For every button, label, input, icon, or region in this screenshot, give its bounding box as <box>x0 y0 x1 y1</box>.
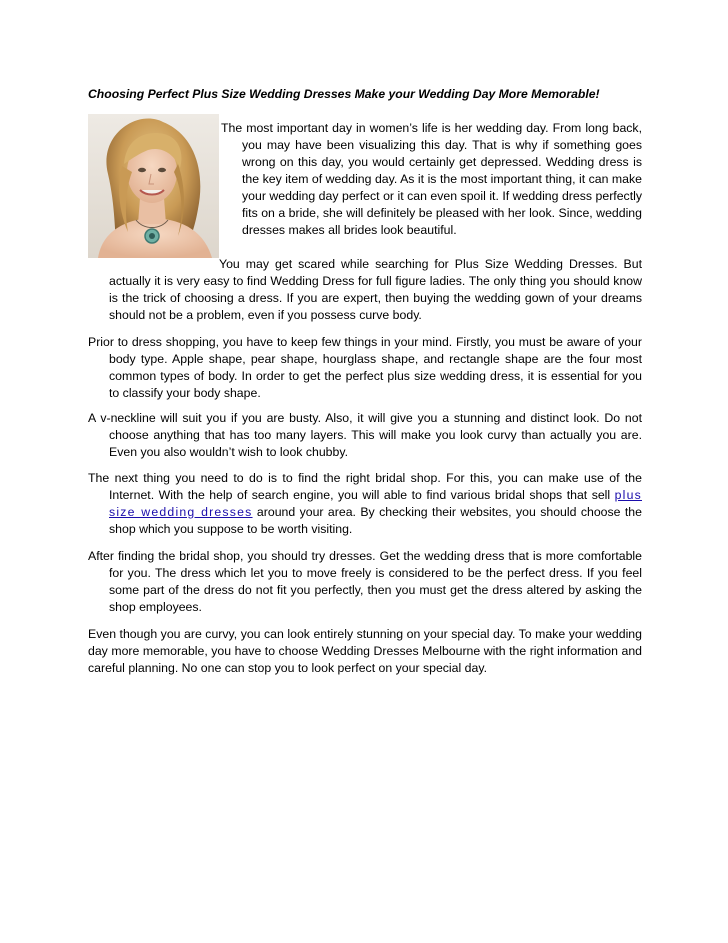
paragraph-intro: The most important day in women’s life is her wedding day. From long back, you may have been visualizing this day. That is why if something goes wrong on this day, you would certainly get depressed. Wedding dress is the key item of wedding day. As it is the most important thing, it can make your wedding day perfect or it can even spoil it. If wedding dress perfectly fits on a bride, she will definitely be pleased with her look. Since, wedding dresses makes all brides look beautiful. <box>221 121 642 237</box>
paragraph-searching <box>88 256 642 324</box>
paragraph-neckline: A v-neckline will suit you if you are busty. Also, it will give you a stunning and distinct look. Do not choose anything that has too many layers. This will make you look curvy than actually you are. Even you also wouldn’t wish to look chubby. <box>88 411 642 459</box>
paragraph-conclusion: Even though you are curvy, you can look entirely stunning on your special day. To make your wedding day more memorable, you have to choose Wedding Dresses Melbourne with the right information and careful planning. No one can stop you to look perfect on your special day. <box>88 627 642 675</box>
paragraph-bridal-shop <box>88 470 642 538</box>
document-title: Choosing Perfect Plus Size Wedding Dresses Make your Wedding Day More Memorable! <box>88 87 600 101</box>
plus-size-wedding-dresses-link[interactable]: plus size wedding dresses <box>109 488 642 519</box>
bride-photo <box>88 114 219 258</box>
paragraph-bridal-shop-text-before: The next thing you need to do is to find the right bridal shop. For this, you can make use of the Internet. With the help of search engine, you will able to find various bridal shops that sell <box>88 471 642 502</box>
paragraph-bridal-shop-text-after: around your area. By checking their websites, you should choose the shop which you suppose to be worth visiting. <box>109 505 642 536</box>
paragraph-searching-text: You may get scared while searching for Plus Size Wedding Dresses. But actually it is very easy to find Wedding Dress for full figure ladies. The only thing you should know is the trick of choosing a dress. If you are expert, then buying the wedding gown of your dreams should not be a problem, even if you possess curve body. <box>109 257 642 322</box>
paragraph-body-type: Prior to dress shopping, you have to keep few things in your mind. Firstly, you must be aware of your body type. Apple shape, pear shape, hourglass shape, and rectangle shape are the four most common types of body. In order to get the perfect plus size wedding dress, it is essential for you to classify your body shape. <box>88 335 642 400</box>
paragraph-try-dresses: After finding the bridal shop, you should try dresses. Get the wedding dress that is more comfortable for you. The dress which let you to move freely is considered to be the perfect dress. If you feel some part of the dress do not fit you perfectly, then you must get the dress altered by asking the shop employees. <box>88 549 642 614</box>
